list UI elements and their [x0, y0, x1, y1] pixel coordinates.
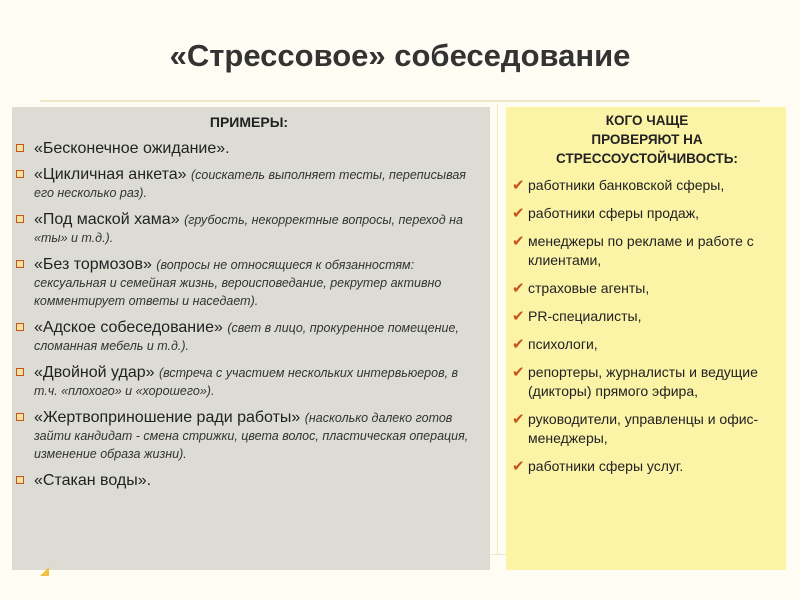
example-title: «Бесконечное ожидание». — [34, 140, 230, 157]
heading-line: КОГО ЧАЩЕ — [605, 113, 689, 128]
professions-heading — [514, 111, 780, 168]
example-note: (соискатель выполняет тесты, переписывая его несколько раз). — [34, 168, 466, 200]
profession-label: руководители, управленцы и офис-менеджеры, — [528, 411, 759, 446]
profession-item — [514, 204, 780, 223]
profession-label: работники сферы услуг. — [528, 458, 684, 474]
column-divider — [497, 104, 498, 554]
example-title: «Адское собеседование» — [34, 319, 223, 336]
profession-label: страховые агенты, — [528, 280, 650, 296]
example-note: (вопросы не относящиеся к обязанностям: сексуальная и семейная жизнь, вероисповедание, рекрутер активно комментирует ответы и наседает). — [34, 258, 442, 308]
examples-panel — [12, 107, 490, 570]
example-title: «Жертвоприношение ради работы» — [34, 409, 301, 426]
example-note: (свет в лицо, прокуренное помещение, сломанная мебель и т.д.). — [34, 321, 459, 353]
checkmark-icon: ✔ — [512, 411, 525, 428]
checkmark-icon: ✔ — [512, 205, 525, 222]
profession-item — [514, 457, 780, 476]
profession-item — [514, 176, 780, 195]
example-title: «Без тормозов» — [34, 256, 152, 273]
checkmark-icon: ✔ — [512, 280, 525, 297]
square-bullet-icon — [16, 413, 24, 421]
heading-line: СТРЕССОУСТОЙЧИВОСТЬ: — [556, 151, 738, 166]
example-item — [16, 211, 482, 247]
checkmark-icon: ✔ — [512, 177, 525, 194]
corner-arrow-icon — [40, 567, 49, 576]
profession-label: работники сферы продаж, — [528, 205, 699, 221]
example-title: «Двойной удар» — [34, 364, 155, 381]
square-bullet-icon — [16, 323, 24, 331]
example-item — [16, 472, 482, 489]
example-title: «Стакан воды». — [34, 472, 152, 489]
profession-item — [514, 232, 780, 270]
professions-panel — [506, 107, 786, 570]
example-item — [16, 409, 482, 463]
example-item — [16, 364, 482, 400]
profession-item — [514, 307, 780, 326]
example-note: (встреча с участием нескольких интервьюеров, в т.ч. «плохого» и «хорошего»). — [34, 366, 459, 398]
checkmark-icon: ✔ — [512, 308, 525, 325]
example-title: «Цикличная анкета» — [34, 166, 187, 183]
checkmark-icon: ✔ — [512, 233, 525, 250]
checkmark-icon: ✔ — [512, 336, 525, 353]
square-bullet-icon — [16, 260, 24, 268]
square-bullet-icon — [16, 476, 24, 484]
square-bullet-icon — [16, 170, 24, 178]
square-bullet-icon — [16, 368, 24, 376]
profession-label: репортеры, журналисты и ведущие (дикторы) прямого эфира, — [528, 364, 758, 399]
example-item — [16, 166, 482, 202]
profession-label: работники банковской сферы, — [528, 177, 725, 193]
profession-item — [514, 410, 780, 448]
profession-label: PR-специалисты, — [528, 308, 642, 324]
examples-heading: ПРИМЕРЫ: — [209, 114, 289, 130]
example-note: (насколько далеко готов зайти кандидат - смена стрижки, цвета волос, пластическая операция, изменение образа жизни). — [34, 411, 469, 461]
checkmark-icon: ✔ — [512, 458, 525, 475]
example-note: (грубость, некорректные вопросы, переход на «ты» и т.д.). — [34, 213, 463, 245]
profession-item — [514, 335, 780, 354]
profession-item — [514, 279, 780, 298]
example-item — [16, 256, 482, 310]
checkmark-icon: ✔ — [512, 364, 525, 381]
title-divider — [40, 100, 760, 102]
profession-label: психологи, — [528, 336, 598, 352]
profession-item — [514, 363, 780, 401]
example-item — [16, 140, 482, 157]
slide-title: «Стрессовое» собеседование — [169, 38, 631, 73]
square-bullet-icon — [16, 215, 24, 223]
example-title: «Под маской хама» — [34, 211, 180, 228]
profession-label: менеджеры по рекламе и работе с клиентами, — [528, 233, 754, 268]
square-bullet-icon — [16, 144, 24, 152]
example-item — [16, 319, 482, 355]
heading-line: ПРОВЕРЯЮТ НА — [591, 132, 703, 147]
